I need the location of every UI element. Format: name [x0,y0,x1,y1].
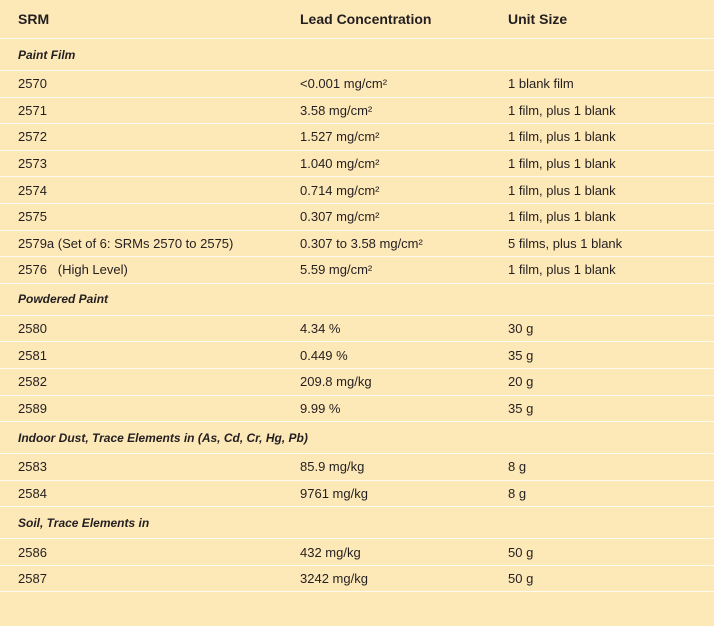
unit-cell: 5 films, plus 1 blank [508,235,623,251]
unit-cell: 20 g [508,374,534,390]
srm-cell: 2573 [18,156,47,172]
lead-cell: 432 mg/kg [300,544,361,560]
unit-cell: 1 film, plus 1 blank [508,102,616,118]
srm-cell: 2583 [18,459,47,475]
section-heading [0,506,714,538]
srm-cell: 2581 [18,347,47,363]
unit-cell: 1 film, plus 1 blank [508,262,616,278]
lead-cell: 0.307 to 3.58 mg/cm² [300,235,423,251]
unit-cell: 8 g [508,459,527,475]
table-row [0,230,714,257]
srm-cell: 2571 [18,102,47,118]
table-row [0,203,714,230]
srm-cell: 2574 [18,182,47,198]
srm-cell: 2570 [18,76,47,92]
srm-cell: 2575 [18,209,47,225]
table-row [0,256,714,283]
unit-cell: 50 g [508,570,534,586]
section-title: Paint Film [18,47,76,62]
section-title: Powdered Paint [18,292,109,307]
lead-cell: 1.527 mg/cm² [300,129,380,145]
unit-cell: 30 g [508,321,534,337]
section-heading [0,421,714,453]
table-header [0,0,714,38]
lead-cell: 209.8 mg/kg [300,374,372,390]
table-row [0,123,714,150]
srm-cell: 2584 [18,486,47,502]
lead-cell: 9761 mg/kg [300,486,368,502]
srm-cell: 2580 [18,321,47,337]
unit-cell: 1 blank film [508,76,574,92]
table-row [0,453,714,480]
section-title: Indoor Dust, Trace Elements in (As, Cd, Cr, Hg, Pb) [18,430,308,445]
lead-cell: 4.34 % [300,321,341,337]
unit-cell: 35 g [508,347,534,363]
lead-cell: 5.59 mg/cm² [300,262,373,278]
table-row [0,538,714,565]
table-row [0,395,714,422]
table-row [0,565,714,592]
table-row [0,315,714,342]
lead-cell: <0.001 mg/cm² [300,76,388,92]
lead-cell: 9.99 % [300,400,341,416]
column-header-srm: SRM [18,11,50,27]
table-row [0,150,714,177]
column-header-lead-concentration: Lead Concentration [300,11,432,27]
unit-cell: 1 film, plus 1 blank [508,156,616,172]
column-header-unit-size: Unit Size [508,11,568,27]
lead-cell: 0.714 mg/cm² [300,182,380,198]
lead-cell: 0.449 % [300,347,348,363]
lead-cell: 3242 mg/kg [300,570,368,586]
section-heading [0,38,714,70]
srm-cell: 2579a (Set of 6: SRMs 2570 to 2575) [18,235,234,251]
lead-cell: 1.040 mg/cm² [300,156,380,172]
unit-cell: 35 g [508,400,534,416]
srm-cell: 2576 (High Level) [18,262,128,278]
srm-cell: 2582 [18,374,47,390]
section-heading [0,283,714,315]
table-row [0,176,714,203]
lead-cell: 85.9 mg/kg [300,459,365,475]
lead-cell: 3.58 mg/cm² [300,102,373,118]
section-title: Soil, Trace Elements in [18,515,150,530]
unit-cell: 8 g [508,486,527,502]
unit-cell: 50 g [508,544,534,560]
table-row [0,341,714,368]
srm-cell: 2587 [18,570,47,586]
table-row [0,70,714,97]
srm-cell: 2589 [18,400,47,416]
table-row [0,368,714,395]
unit-cell: 1 film, plus 1 blank [508,209,616,225]
unit-cell: 1 film, plus 1 blank [508,182,616,198]
lead-cell: 0.307 mg/cm² [300,209,380,225]
unit-cell: 1 film, plus 1 blank [508,129,616,145]
table-row [0,480,714,507]
table-row [0,97,714,124]
srm-cell: 2586 [18,544,47,560]
srm-cell: 2572 [18,129,47,145]
